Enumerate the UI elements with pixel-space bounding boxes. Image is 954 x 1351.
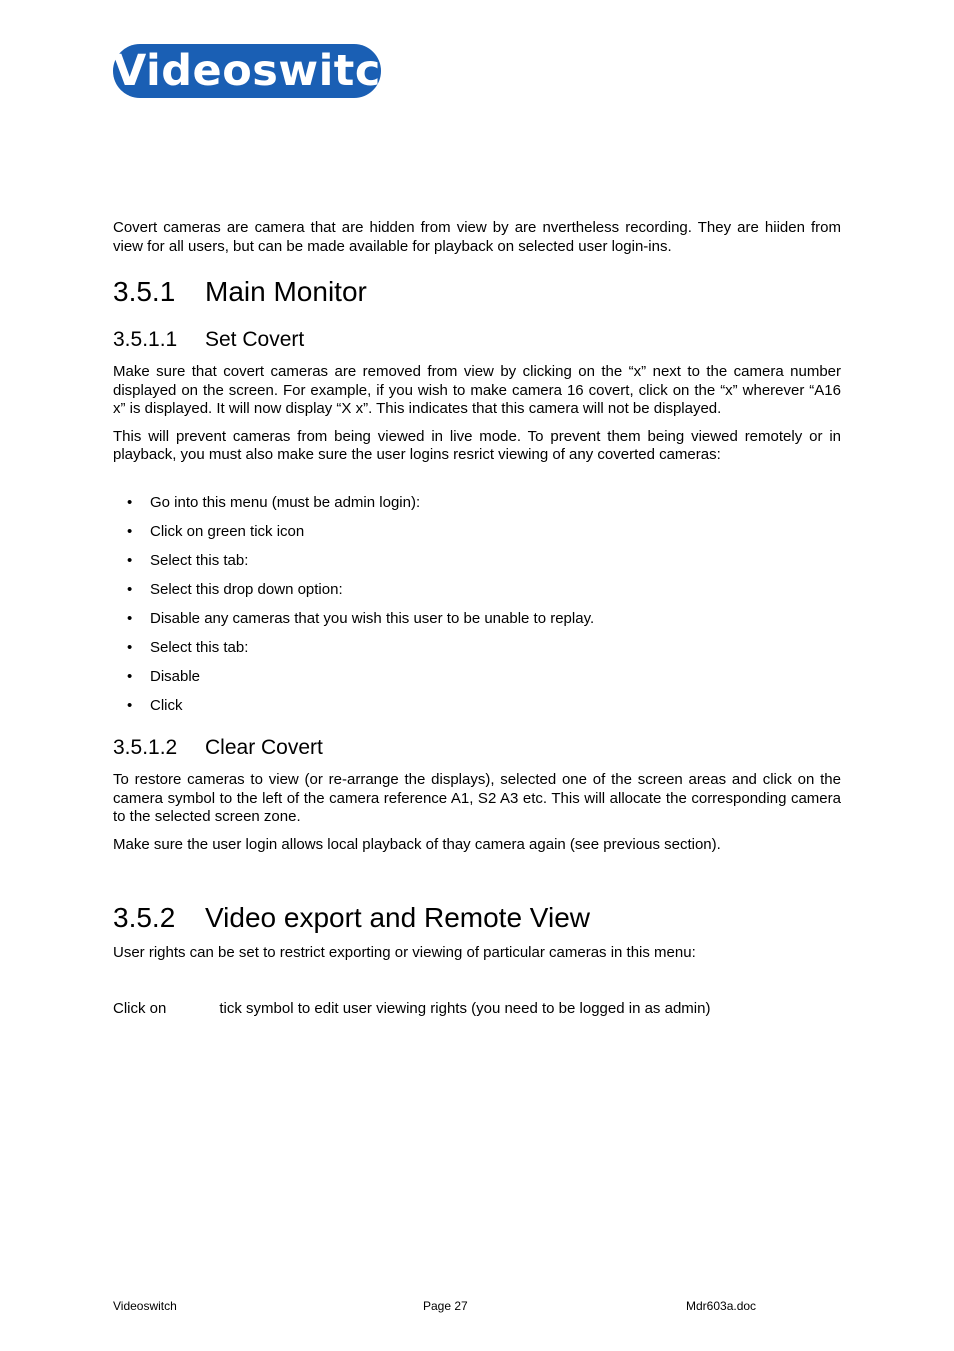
export-paragraph-2: [113, 1000, 841, 1019]
subsection-number: 3.5.1.1: [113, 328, 178, 351]
clear-covert-body: [113, 771, 841, 854]
list-item: [113, 610, 841, 639]
subsection-title: Set Covert: [205, 328, 305, 351]
list-item-text: Select this drop down option:: [150, 581, 343, 598]
subsection-number: 3.5.1.2: [113, 736, 178, 759]
set-covert-paragraph-1: Make sure that covert cameras are removed from view by clicking on the “x” next to the camera number displayed on the screen. For example, if you wish to make camera 16 covert, click on the “x” wherever “A16 x” is displayed. It will now display “X x”. This indicates that this camera will not be displayed.: [113, 363, 841, 417]
list-item-text: Select this tab:: [150, 552, 249, 569]
clear-covert-paragraph-1: To restore cameras to view (or re-arrange the displays), selected one of the screen areas and click on the camera symbol to the left of the camera reference A1, S2 A3 etc. This will allocate the corresponding camera to the selected screen zone.: [113, 771, 841, 825]
intro-paragraph: Covert cameras are camera that are hidden from view by are nvertheless recording. They are hiiden from view for all users, but can be made available for playback on selected user login-ins.: [113, 219, 841, 255]
footer-left: Videoswitch: [113, 1299, 177, 1313]
export-click-on: Click on: [113, 1000, 167, 1017]
export-body-2: [113, 1000, 841, 1019]
list-item: [113, 639, 841, 668]
bullet-glyph: •: [127, 552, 133, 569]
subsection-heading-clear-covert: [113, 735, 841, 761]
bullet-glyph: •: [127, 668, 133, 685]
intro-paragraph-wrap: [113, 219, 841, 256]
list-item: [113, 494, 841, 523]
bullet-glyph: •: [127, 697, 133, 714]
footer-right: Mdr603a.doc: [686, 1299, 757, 1313]
steps-list-wrap: [113, 494, 841, 726]
logo-text: Videoswitch: [113, 46, 412, 96]
section-heading-main-monitor: [113, 275, 841, 309]
steps-list: [113, 494, 841, 726]
list-item-text: Disable any cameras that you wish this user to be unable to replay.: [150, 610, 595, 627]
section-number: 3.5.2: [113, 902, 176, 933]
set-covert-body: [113, 363, 841, 465]
export-paragraph-1: User rights can be set to restrict exporting or viewing of particular cameras in this menu:: [113, 944, 696, 961]
list-item-text: Click on green tick icon: [150, 523, 305, 540]
list-item: [113, 552, 841, 581]
list-item-text: Disable: [150, 668, 201, 685]
section-number: 3.5.1: [113, 276, 176, 307]
bullet-glyph: •: [127, 610, 133, 627]
export-body: [113, 944, 841, 963]
list-item: [113, 581, 841, 610]
section-title: Main Monitor: [205, 276, 367, 307]
subsection-heading-set-covert: [113, 327, 841, 353]
list-item-text: Click: [150, 697, 183, 714]
bullet-glyph: •: [127, 494, 133, 511]
bullet-glyph: •: [127, 581, 133, 598]
list-item-text: Select this tab:: [150, 639, 249, 656]
list-item-text: Go into this menu (must be admin login):: [150, 494, 421, 511]
list-item: [113, 523, 841, 552]
bullet-glyph: •: [127, 639, 133, 656]
subsection-title: Clear Covert: [205, 736, 323, 759]
list-item: [113, 668, 841, 697]
section-heading-video-export: [113, 901, 841, 935]
footer-page-number: Page 27: [423, 1299, 468, 1313]
export-tick-text: tick symbol to edit user viewing rights (you need to be logged in as admin): [219, 1000, 711, 1017]
videoswitch-logo: [113, 44, 412, 98]
bullet-glyph: •: [127, 523, 133, 540]
section-title: Video export and Remote View: [205, 902, 590, 933]
clear-covert-paragraph-2: Make sure the user login allows local playback of thay camera again (see previous section).: [113, 835, 721, 853]
set-covert-paragraph-2: This will prevent cameras from being viewed in live mode. To prevent them being viewed remotely or in playback, you must also make sure the user logins resrict viewing of any coverted cameras:: [113, 427, 841, 463]
list-item: [113, 697, 841, 726]
